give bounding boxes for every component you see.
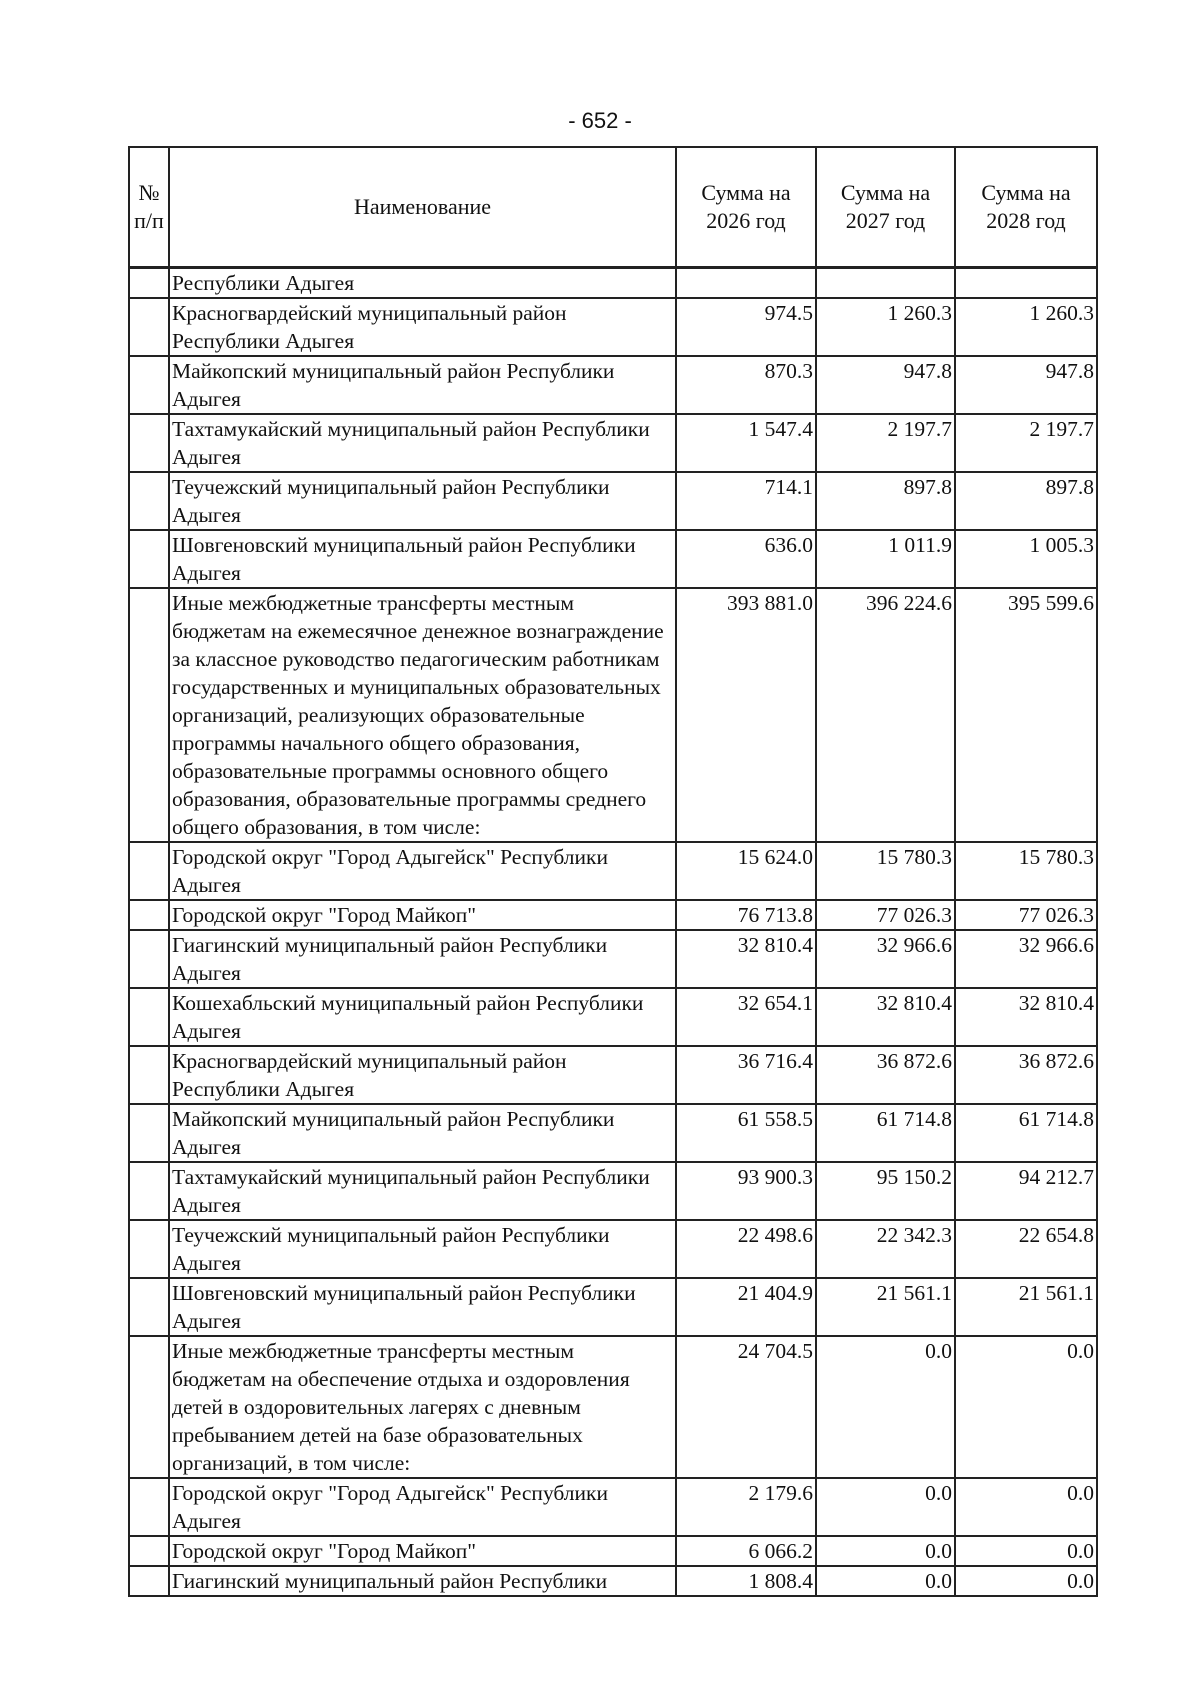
row-sum-2026-cell: 393 881.0 xyxy=(676,588,816,842)
row-sum-2028-cell: 32 810.4 xyxy=(955,988,1097,1046)
table-row xyxy=(129,588,1097,842)
row-number-cell xyxy=(129,530,169,588)
row-name-cell: Городской округ "Город Адыгейск" Республики Адыгея xyxy=(169,842,676,900)
row-sum-2026-cell: 1 547.4 xyxy=(676,414,816,472)
row-sum-2027-cell: 1 260.3 xyxy=(816,298,955,356)
row-sum-2028-cell: 15 780.3 xyxy=(955,842,1097,900)
row-name-cell: Теучежский муниципальный район Республики Адыгея xyxy=(169,472,676,530)
row-sum-2027-cell: 947.8 xyxy=(816,356,955,414)
row-number-cell xyxy=(129,472,169,530)
row-number-cell xyxy=(129,268,169,299)
row-name-cell: Иные межбюджетные трансферты местным бюджетам на обеспечение отдыха и оздоровления детей в оздоровительных лагерях с дневным пребыванием детей на базе образовательных организаций, в том числе: xyxy=(169,1336,676,1478)
row-sum-2026-cell: 870.3 xyxy=(676,356,816,414)
row-sum-2027-cell: 21 561.1 xyxy=(816,1278,955,1336)
table-row xyxy=(129,472,1097,530)
row-name-cell: Красногвардейский муниципальный район Республики Адыгея xyxy=(169,1046,676,1104)
row-name-cell: Кошехабльский муниципальный район Республики Адыгея xyxy=(169,988,676,1046)
table-row xyxy=(129,1336,1097,1478)
row-name-cell: Республики Адыгея xyxy=(169,268,676,299)
table-row xyxy=(129,1566,1097,1596)
row-sum-2028-cell: 94 212.7 xyxy=(955,1162,1097,1220)
table-row xyxy=(129,930,1097,988)
row-name-cell: Гиагинский муниципальный район Республики xyxy=(169,1566,676,1596)
row-name-cell: Иные межбюджетные трансферты местным бюджетам на ежемесячное денежное вознаграждение за классное руководство педагогическим работникам государственных и муниципальных образовательных организаций, реализующих образовательные программы начального общего образования, образовательные программы основного общего образования, образовательные программы среднего общего образования, в том числе: xyxy=(169,588,676,842)
row-sum-2028-cell: 2 197.7 xyxy=(955,414,1097,472)
header-no: № п/п xyxy=(129,147,169,268)
row-sum-2027-cell: 32 966.6 xyxy=(816,930,955,988)
row-sum-2026-cell: 22 498.6 xyxy=(676,1220,816,1278)
table-row xyxy=(129,356,1097,414)
row-sum-2027-cell: 36 872.6 xyxy=(816,1046,955,1104)
row-name-cell: Городской округ "Город Адыгейск" Республики Адыгея xyxy=(169,1478,676,1536)
table-row xyxy=(129,530,1097,588)
row-sum-2027-cell: 77 026.3 xyxy=(816,900,955,930)
row-sum-2028-cell: 1 260.3 xyxy=(955,298,1097,356)
row-name-cell: Городской округ "Город Майкоп" xyxy=(169,900,676,930)
row-number-cell xyxy=(129,930,169,988)
header-sum-2027: Сумма на 2027 год xyxy=(816,147,955,268)
row-number-cell xyxy=(129,1278,169,1336)
row-sum-2028-cell: 897.8 xyxy=(955,472,1097,530)
table-row xyxy=(129,1536,1097,1566)
row-sum-2028-cell: 0.0 xyxy=(955,1478,1097,1536)
row-name-cell: Теучежский муниципальный район Республики Адыгея xyxy=(169,1220,676,1278)
row-name-cell: Майкопский муниципальный район Республики Адыгея xyxy=(169,1104,676,1162)
row-sum-2027-cell: 95 150.2 xyxy=(816,1162,955,1220)
row-name-cell: Шовгеновский муниципальный район Республики Адыгея xyxy=(169,530,676,588)
table-row xyxy=(129,842,1097,900)
row-number-cell xyxy=(129,1336,169,1478)
budget-table xyxy=(128,146,1098,1597)
row-sum-2028-cell: 395 599.6 xyxy=(955,588,1097,842)
row-number-cell xyxy=(129,1220,169,1278)
row-sum-2028-cell: 947.8 xyxy=(955,356,1097,414)
row-sum-2026-cell: 93 900.3 xyxy=(676,1162,816,1220)
row-sum-2027-cell xyxy=(816,268,955,299)
row-sum-2026-cell: 21 404.9 xyxy=(676,1278,816,1336)
row-sum-2026-cell: 32 810.4 xyxy=(676,930,816,988)
table-body xyxy=(129,268,1097,1597)
row-number-cell xyxy=(129,356,169,414)
row-sum-2026-cell xyxy=(676,268,816,299)
row-number-cell xyxy=(129,900,169,930)
row-sum-2028-cell: 1 005.3 xyxy=(955,530,1097,588)
row-sum-2028-cell: 61 714.8 xyxy=(955,1104,1097,1162)
header-sum-2028: Сумма на 2028 год xyxy=(955,147,1097,268)
row-sum-2028-cell: 32 966.6 xyxy=(955,930,1097,988)
row-sum-2028-cell: 21 561.1 xyxy=(955,1278,1097,1336)
row-sum-2026-cell: 76 713.8 xyxy=(676,900,816,930)
row-number-cell xyxy=(129,988,169,1046)
row-sum-2027-cell: 897.8 xyxy=(816,472,955,530)
row-number-cell xyxy=(129,1162,169,1220)
row-sum-2027-cell: 22 342.3 xyxy=(816,1220,955,1278)
table-row xyxy=(129,1478,1097,1536)
row-sum-2027-cell: 1 011.9 xyxy=(816,530,955,588)
row-sum-2028-cell: 77 026.3 xyxy=(955,900,1097,930)
header-name: Наименование xyxy=(169,147,676,268)
page-number: - 652 - xyxy=(568,108,632,133)
row-number-cell xyxy=(129,1536,169,1566)
row-sum-2027-cell: 396 224.6 xyxy=(816,588,955,842)
row-number-cell xyxy=(129,414,169,472)
table-row xyxy=(129,900,1097,930)
row-number-cell xyxy=(129,842,169,900)
row-name-cell: Шовгеновский муниципальный район Республики Адыгея xyxy=(169,1278,676,1336)
row-sum-2028-cell: 0.0 xyxy=(955,1536,1097,1566)
row-sum-2028-cell: 0.0 xyxy=(955,1566,1097,1596)
row-sum-2027-cell: 15 780.3 xyxy=(816,842,955,900)
row-number-cell xyxy=(129,1478,169,1536)
table-row xyxy=(129,1220,1097,1278)
row-sum-2026-cell: 15 624.0 xyxy=(676,842,816,900)
row-name-cell: Тахтамукайский муниципальный район Республики Адыгея xyxy=(169,414,676,472)
row-sum-2028-cell: 36 872.6 xyxy=(955,1046,1097,1104)
table-row xyxy=(129,988,1097,1046)
table-row xyxy=(129,1278,1097,1336)
row-name-cell: Городской округ "Город Майкоп" xyxy=(169,1536,676,1566)
row-sum-2027-cell: 0.0 xyxy=(816,1478,955,1536)
row-sum-2026-cell: 2 179.6 xyxy=(676,1478,816,1536)
table-row xyxy=(129,268,1097,299)
row-sum-2026-cell: 6 066.2 xyxy=(676,1536,816,1566)
row-sum-2028-cell xyxy=(955,268,1097,299)
row-sum-2028-cell: 22 654.8 xyxy=(955,1220,1097,1278)
table-row xyxy=(129,414,1097,472)
row-sum-2028-cell: 0.0 xyxy=(955,1336,1097,1478)
row-sum-2027-cell: 0.0 xyxy=(816,1536,955,1566)
row-sum-2026-cell: 636.0 xyxy=(676,530,816,588)
row-sum-2026-cell: 36 716.4 xyxy=(676,1046,816,1104)
row-sum-2026-cell: 24 704.5 xyxy=(676,1336,816,1478)
row-sum-2027-cell: 0.0 xyxy=(816,1336,955,1478)
row-name-cell: Тахтамукайский муниципальный район Республики Адыгея xyxy=(169,1162,676,1220)
table-row xyxy=(129,1104,1097,1162)
table-header-row xyxy=(129,147,1097,268)
table-row xyxy=(129,1046,1097,1104)
row-number-cell xyxy=(129,1046,169,1104)
row-sum-2027-cell: 32 810.4 xyxy=(816,988,955,1046)
row-name-cell: Красногвардейский муниципальный район Республики Адыгея xyxy=(169,298,676,356)
table-row xyxy=(129,1162,1097,1220)
row-sum-2026-cell: 61 558.5 xyxy=(676,1104,816,1162)
row-number-cell xyxy=(129,588,169,842)
row-sum-2027-cell: 0.0 xyxy=(816,1566,955,1596)
row-sum-2027-cell: 61 714.8 xyxy=(816,1104,955,1162)
row-name-cell: Майкопский муниципальный район Республики Адыгея xyxy=(169,356,676,414)
row-sum-2026-cell: 1 808.4 xyxy=(676,1566,816,1596)
table-row xyxy=(129,298,1097,356)
row-sum-2026-cell: 714.1 xyxy=(676,472,816,530)
row-number-cell xyxy=(129,1566,169,1596)
row-number-cell xyxy=(129,1104,169,1162)
row-sum-2026-cell: 32 654.1 xyxy=(676,988,816,1046)
row-sum-2026-cell: 974.5 xyxy=(676,298,816,356)
row-number-cell xyxy=(129,298,169,356)
row-name-cell: Гиагинский муниципальный район Республики Адыгея xyxy=(169,930,676,988)
header-sum-2026: Сумма на 2026 год xyxy=(676,147,816,268)
row-sum-2027-cell: 2 197.7 xyxy=(816,414,955,472)
